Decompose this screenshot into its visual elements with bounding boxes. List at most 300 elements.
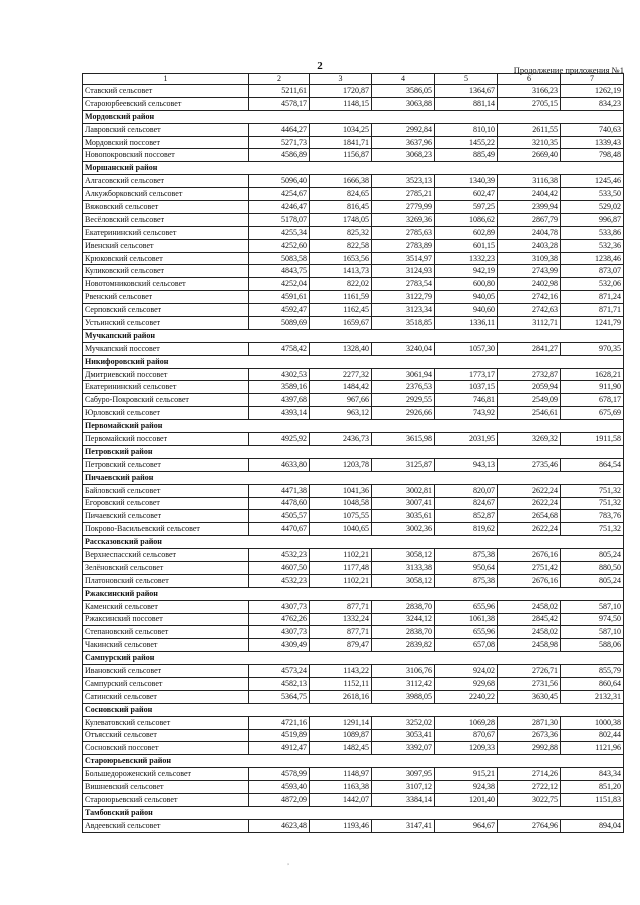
- settlement-name: Большедороженский сельсовет: [83, 768, 249, 781]
- settlement-name: Егоровский сельсовет: [83, 497, 249, 510]
- value-cell: 1193,46: [310, 819, 372, 832]
- value-cell: 4843,75: [249, 265, 310, 278]
- value-cell: 1262,19: [561, 85, 624, 98]
- value-cell: 879,47: [310, 639, 372, 652]
- value-cell: 3107,12: [372, 781, 435, 794]
- value-cell: 2785,63: [372, 226, 435, 239]
- value-cell: 819,62: [435, 523, 498, 536]
- table-row: [83, 523, 624, 536]
- value-cell: 2845,42: [498, 613, 561, 626]
- settlement-name: Юрловский сельсовет: [83, 407, 249, 420]
- settlement-name: Первомайский поссовет: [83, 433, 249, 446]
- column-number: 4: [372, 74, 435, 85]
- value-cell: 3637,96: [372, 136, 435, 149]
- value-cell: 3586,05: [372, 85, 435, 98]
- value-cell: 3244,12: [372, 613, 435, 626]
- value-cell: 3022,75: [498, 793, 561, 806]
- region-header-row: [83, 420, 624, 433]
- value-cell: 3166,23: [498, 85, 561, 98]
- value-cell: 2779,99: [372, 201, 435, 214]
- value-cell: 4302,53: [249, 368, 310, 381]
- value-cell: 3112,42: [372, 677, 435, 690]
- value-cell: 5364,75: [249, 690, 310, 703]
- table-row: [83, 561, 624, 574]
- value-cell: 2676,16: [498, 549, 561, 562]
- table-row: [83, 742, 624, 755]
- table-row: [83, 252, 624, 265]
- settlement-name: Новопокровский поссовет: [83, 149, 249, 162]
- value-cell: 2841,27: [498, 342, 561, 355]
- settlement-name: Авдеевский сельсовет: [83, 819, 249, 832]
- value-cell: 2871,30: [498, 716, 561, 729]
- value-cell: 3002,36: [372, 523, 435, 536]
- value-cell: 1151,83: [561, 793, 624, 806]
- value-cell: 3269,32: [498, 433, 561, 446]
- value-cell: 1048,58: [310, 497, 372, 510]
- value-cell: 963,12: [310, 407, 372, 420]
- value-cell: 1121,96: [561, 742, 624, 755]
- value-cell: 4393,14: [249, 407, 310, 420]
- table-row: [83, 291, 624, 304]
- value-cell: 1201,40: [435, 793, 498, 806]
- value-cell: 3240,04: [372, 342, 435, 355]
- value-cell: 4309,49: [249, 639, 310, 652]
- value-cell: 4464,27: [249, 123, 310, 136]
- value-cell: 2669,40: [498, 149, 561, 162]
- value-cell: 2992,88: [498, 742, 561, 755]
- value-cell: 2618,16: [310, 690, 372, 703]
- settlement-name: Весёловский сельсовет: [83, 213, 249, 226]
- region-header-row: [83, 755, 624, 768]
- value-cell: 2376,53: [372, 381, 435, 394]
- table-row: [83, 175, 624, 188]
- value-cell: 1162,45: [310, 304, 372, 317]
- value-cell: 1156,87: [310, 149, 372, 162]
- value-cell: 3097,95: [372, 768, 435, 781]
- value-cell: 940,05: [435, 291, 498, 304]
- value-cell: 3061,94: [372, 368, 435, 381]
- value-cell: 1841,71: [310, 136, 372, 149]
- value-cell: 924,38: [435, 781, 498, 794]
- value-cell: 871,71: [561, 304, 624, 317]
- value-cell: 2403,28: [498, 239, 561, 252]
- value-cell: 1628,21: [561, 368, 624, 381]
- table-row: [83, 278, 624, 291]
- value-cell: 2743,99: [498, 265, 561, 278]
- value-cell: 4593,40: [249, 781, 310, 794]
- value-cell: 2929,55: [372, 394, 435, 407]
- value-cell: 2705,15: [498, 97, 561, 110]
- value-cell: 1163,38: [310, 781, 372, 794]
- value-cell: 587,10: [561, 600, 624, 613]
- value-cell: 532,36: [561, 239, 624, 252]
- table-row: [83, 497, 624, 510]
- settlement-name: Ивановский сельсовет: [83, 665, 249, 678]
- value-cell: 5083,58: [249, 252, 310, 265]
- value-cell: 3035,61: [372, 510, 435, 523]
- value-cell: 2402,98: [498, 278, 561, 291]
- value-cell: 2726,71: [498, 665, 561, 678]
- value-cell: 1245,46: [561, 175, 624, 188]
- value-cell: 2622,24: [498, 523, 561, 536]
- table-row: [83, 549, 624, 562]
- value-cell: 871,24: [561, 291, 624, 304]
- settlement-name: Пичаевский сельсовет: [83, 510, 249, 523]
- value-cell: 996,87: [561, 213, 624, 226]
- value-cell: 678,17: [561, 394, 624, 407]
- value-cell: 655,96: [435, 626, 498, 639]
- value-cell: 875,38: [435, 574, 498, 587]
- value-cell: 2031,95: [435, 433, 498, 446]
- settlement-name: Сосновский поссовет: [83, 742, 249, 755]
- value-cell: 4252,04: [249, 278, 310, 291]
- value-cell: 2783,54: [372, 278, 435, 291]
- region-name: Староюрьевский район: [83, 755, 624, 768]
- value-cell: 1328,40: [310, 342, 372, 355]
- value-cell: 5178,07: [249, 213, 310, 226]
- table-row: [83, 574, 624, 587]
- value-cell: 3210,35: [498, 136, 561, 149]
- region-name: Рассказовский район: [83, 536, 624, 549]
- value-cell: 1057,30: [435, 342, 498, 355]
- settlement-name: Сампурский сельсовет: [83, 677, 249, 690]
- table-row: [83, 484, 624, 497]
- region-header-row: [83, 536, 624, 549]
- value-cell: 822,58: [310, 239, 372, 252]
- value-cell: 824,67: [435, 497, 498, 510]
- region-name: Тамбовский район: [83, 806, 624, 819]
- value-cell: 1720,87: [310, 85, 372, 98]
- settlement-name: Сабуро-Покровский сельсовет: [83, 394, 249, 407]
- value-cell: 532,06: [561, 278, 624, 291]
- column-number: 1: [83, 74, 249, 85]
- budget-table: [82, 73, 624, 833]
- region-name: Пичаевский район: [83, 471, 624, 484]
- value-cell: 810,10: [435, 123, 498, 136]
- value-cell: 1161,59: [310, 291, 372, 304]
- value-cell: 3589,16: [249, 381, 310, 394]
- table-row: [83, 793, 624, 806]
- value-cell: 4592,47: [249, 304, 310, 317]
- table-row: [83, 201, 624, 214]
- value-cell: 2992,84: [372, 123, 435, 136]
- value-cell: 875,38: [435, 549, 498, 562]
- table-row: [83, 381, 624, 394]
- settlement-name: Ставский сельсовет: [83, 85, 249, 98]
- value-cell: 880,50: [561, 561, 624, 574]
- value-cell: 4912,47: [249, 742, 310, 755]
- value-cell: 657,08: [435, 639, 498, 652]
- value-cell: 834,23: [561, 97, 624, 110]
- value-cell: 4925,92: [249, 433, 310, 446]
- value-cell: 1659,67: [310, 317, 372, 330]
- value-cell: 940,60: [435, 304, 498, 317]
- value-cell: 2622,24: [498, 484, 561, 497]
- value-cell: 3109,38: [498, 252, 561, 265]
- table-row: [83, 716, 624, 729]
- settlement-name: Кулеватовский сельсовет: [83, 716, 249, 729]
- value-cell: 967,66: [310, 394, 372, 407]
- table-row: [83, 342, 624, 355]
- value-cell: 1241,79: [561, 317, 624, 330]
- table-row: [83, 768, 624, 781]
- value-cell: 805,24: [561, 574, 624, 587]
- value-cell: 2732,87: [498, 368, 561, 381]
- value-cell: 3058,12: [372, 574, 435, 587]
- value-cell: 5211,61: [249, 85, 310, 98]
- value-cell: 1482,45: [310, 742, 372, 755]
- value-cell: 3068,23: [372, 149, 435, 162]
- region-header-row: [83, 471, 624, 484]
- settlement-name: Лавровский сельсовет: [83, 123, 249, 136]
- value-cell: 602,47: [435, 188, 498, 201]
- settlement-name: Ивенский сельсовет: [83, 239, 249, 252]
- value-cell: 2436,73: [310, 433, 372, 446]
- value-cell: 1152,11: [310, 677, 372, 690]
- value-cell: 1102,21: [310, 549, 372, 562]
- settlement-name: Байловский сельсовет: [83, 484, 249, 497]
- value-cell: 3392,07: [372, 742, 435, 755]
- value-cell: 2458,98: [498, 639, 561, 652]
- value-cell: 3053,41: [372, 729, 435, 742]
- table-row: [83, 458, 624, 471]
- value-cell: 746,81: [435, 394, 498, 407]
- value-cell: 1413,73: [310, 265, 372, 278]
- settlement-name: Екатерининский сельсовет: [83, 226, 249, 239]
- settlement-name: Чакинский сельсовет: [83, 639, 249, 652]
- page-number: 2: [317, 60, 323, 72]
- value-cell: 870,67: [435, 729, 498, 742]
- value-cell: 2654,68: [498, 510, 561, 523]
- column-number: 5: [435, 74, 498, 85]
- value-cell: 852,87: [435, 510, 498, 523]
- table-row: [83, 677, 624, 690]
- value-cell: 3133,38: [372, 561, 435, 574]
- value-cell: 4254,67: [249, 188, 310, 201]
- value-cell: 2399,94: [498, 201, 561, 214]
- value-cell: 1177,48: [310, 561, 372, 574]
- region-name: Первомайский район: [83, 420, 624, 433]
- region-name: Ржаксинский район: [83, 587, 624, 600]
- value-cell: 5089,69: [249, 317, 310, 330]
- value-cell: 3630,45: [498, 690, 561, 703]
- value-cell: 2838,70: [372, 626, 435, 639]
- table-row: [83, 317, 624, 330]
- value-cell: 529,02: [561, 201, 624, 214]
- value-cell: 1102,21: [310, 574, 372, 587]
- settlement-name: Новотомниковский сельсовет: [83, 278, 249, 291]
- value-cell: 4872,09: [249, 793, 310, 806]
- table-row: [83, 819, 624, 832]
- region-header-row: [83, 355, 624, 368]
- value-cell: 3112,71: [498, 317, 561, 330]
- value-cell: 3269,36: [372, 213, 435, 226]
- settlement-name: Мучкапский поссовет: [83, 342, 249, 355]
- settlement-name: Серповский сельсовет: [83, 304, 249, 317]
- value-cell: 877,71: [310, 600, 372, 613]
- value-cell: 4397,68: [249, 394, 310, 407]
- settlement-name: Зелёновский сельсовет: [83, 561, 249, 574]
- column-number: 7: [561, 74, 624, 85]
- value-cell: 743,92: [435, 407, 498, 420]
- value-cell: 2277,32: [310, 368, 372, 381]
- table-row: [83, 265, 624, 278]
- table-row: [83, 510, 624, 523]
- value-cell: 1455,22: [435, 136, 498, 149]
- column-number: 6: [498, 74, 561, 85]
- value-cell: 881,14: [435, 97, 498, 110]
- value-cell: 4758,42: [249, 342, 310, 355]
- value-cell: 929,68: [435, 677, 498, 690]
- settlement-name: Петровский сельсовет: [83, 458, 249, 471]
- value-cell: 964,67: [435, 819, 498, 832]
- table-row: [83, 690, 624, 703]
- table-row: [83, 136, 624, 149]
- value-cell: 655,96: [435, 600, 498, 613]
- table-row: [83, 85, 624, 98]
- region-header-row: [83, 806, 624, 819]
- value-cell: 4532,23: [249, 549, 310, 562]
- value-cell: 1075,55: [310, 510, 372, 523]
- value-cell: 1034,25: [310, 123, 372, 136]
- value-cell: 2867,79: [498, 213, 561, 226]
- table-row: [83, 394, 624, 407]
- settlement-name: Верхнеспасский сельсовет: [83, 549, 249, 562]
- settlement-name: Куликовский сельсовет: [83, 265, 249, 278]
- settlement-name: Крюковский сельсовет: [83, 252, 249, 265]
- value-cell: 950,64: [435, 561, 498, 574]
- value-cell: 4471,38: [249, 484, 310, 497]
- value-cell: 783,76: [561, 510, 624, 523]
- value-cell: 1332,24: [310, 613, 372, 626]
- region-name: Никифоровский район: [83, 355, 624, 368]
- value-cell: 4470,67: [249, 523, 310, 536]
- value-cell: 1061,38: [435, 613, 498, 626]
- value-cell: 1086,62: [435, 213, 498, 226]
- region-header-row: [83, 703, 624, 716]
- settlement-name: Екатерининский сельсовет: [83, 381, 249, 394]
- value-cell: 4582,13: [249, 677, 310, 690]
- table-row: [83, 304, 624, 317]
- value-cell: 602,89: [435, 226, 498, 239]
- value-cell: 4478,60: [249, 497, 310, 510]
- value-cell: 805,24: [561, 549, 624, 562]
- value-cell: 1653,56: [310, 252, 372, 265]
- value-cell: 4591,61: [249, 291, 310, 304]
- settlement-name: Сатинский сельсовет: [83, 690, 249, 703]
- value-cell: 1332,23: [435, 252, 498, 265]
- region-name: Мордовский район: [83, 110, 624, 123]
- value-cell: 970,35: [561, 342, 624, 355]
- value-cell: 3123,34: [372, 304, 435, 317]
- value-cell: 1484,42: [310, 381, 372, 394]
- value-cell: 843,34: [561, 768, 624, 781]
- value-cell: 2838,70: [372, 600, 435, 613]
- value-cell: 2458,02: [498, 600, 561, 613]
- value-cell: 751,32: [561, 497, 624, 510]
- table-row: [83, 600, 624, 613]
- value-cell: 4721,16: [249, 716, 310, 729]
- bottom-mark: ‚: [287, 860, 289, 866]
- value-cell: 3988,05: [372, 690, 435, 703]
- table-row: [83, 626, 624, 639]
- table-row: [83, 407, 624, 420]
- table-row: [83, 729, 624, 742]
- value-cell: 864,54: [561, 458, 624, 471]
- value-cell: 4255,34: [249, 226, 310, 239]
- value-cell: 924,02: [435, 665, 498, 678]
- value-cell: 4246,47: [249, 201, 310, 214]
- value-cell: 4762,26: [249, 613, 310, 626]
- value-cell: 3523,13: [372, 175, 435, 188]
- table-row: [83, 433, 624, 446]
- value-cell: 2676,16: [498, 574, 561, 587]
- column-number: 3: [310, 74, 372, 85]
- settlement-name: Отъясский сельсовет: [83, 729, 249, 742]
- value-cell: 894,04: [561, 819, 624, 832]
- value-cell: 601,15: [435, 239, 498, 252]
- value-cell: 824,65: [310, 188, 372, 201]
- value-cell: 802,44: [561, 729, 624, 742]
- value-cell: 1209,33: [435, 742, 498, 755]
- value-cell: 3002,81: [372, 484, 435, 497]
- value-cell: 597,25: [435, 201, 498, 214]
- value-cell: 2132,31: [561, 690, 624, 703]
- value-cell: 4307,73: [249, 600, 310, 613]
- region-name: Сосновский район: [83, 703, 624, 716]
- value-cell: 4505,57: [249, 510, 310, 523]
- value-cell: 2611,55: [498, 123, 561, 136]
- value-cell: 877,71: [310, 626, 372, 639]
- value-cell: 1069,28: [435, 716, 498, 729]
- table-row: [83, 123, 624, 136]
- region-name: Сампурский район: [83, 652, 624, 665]
- value-cell: 588,06: [561, 639, 624, 652]
- settlement-name: Устьинский сельсовет: [83, 317, 249, 330]
- region-name: Мучкапский район: [83, 329, 624, 342]
- settlement-name: Каменский сельсовет: [83, 600, 249, 613]
- continuation-note: Продолжение приложения №1: [513, 65, 624, 75]
- value-cell: 3116,38: [498, 175, 561, 188]
- value-cell: 533,50: [561, 188, 624, 201]
- value-cell: 885,49: [435, 149, 498, 162]
- settlement-name: Алкужборковский сельсовет: [83, 188, 249, 201]
- column-number: 2: [249, 74, 310, 85]
- value-cell: 1040,65: [310, 523, 372, 536]
- table-row: [83, 239, 624, 252]
- value-cell: 911,90: [561, 381, 624, 394]
- settlement-name: Платоновский сельсовет: [83, 574, 249, 587]
- region-header-row: [83, 110, 624, 123]
- value-cell: 942,19: [435, 265, 498, 278]
- value-cell: 1203,78: [310, 458, 372, 471]
- settlement-name: Степановский сельсовет: [83, 626, 249, 639]
- value-cell: 2722,12: [498, 781, 561, 794]
- value-cell: 1336,11: [435, 317, 498, 330]
- value-cell: 2742,63: [498, 304, 561, 317]
- value-cell: 2240,22: [435, 690, 498, 703]
- value-cell: 3106,76: [372, 665, 435, 678]
- value-cell: 1291,14: [310, 716, 372, 729]
- value-cell: 1238,46: [561, 252, 624, 265]
- value-cell: 860,64: [561, 677, 624, 690]
- value-cell: 751,32: [561, 523, 624, 536]
- value-cell: 2546,61: [498, 407, 561, 420]
- value-cell: 4573,24: [249, 665, 310, 678]
- value-cell: 4252,60: [249, 239, 310, 252]
- value-cell: 3124,93: [372, 265, 435, 278]
- value-cell: 3122,79: [372, 291, 435, 304]
